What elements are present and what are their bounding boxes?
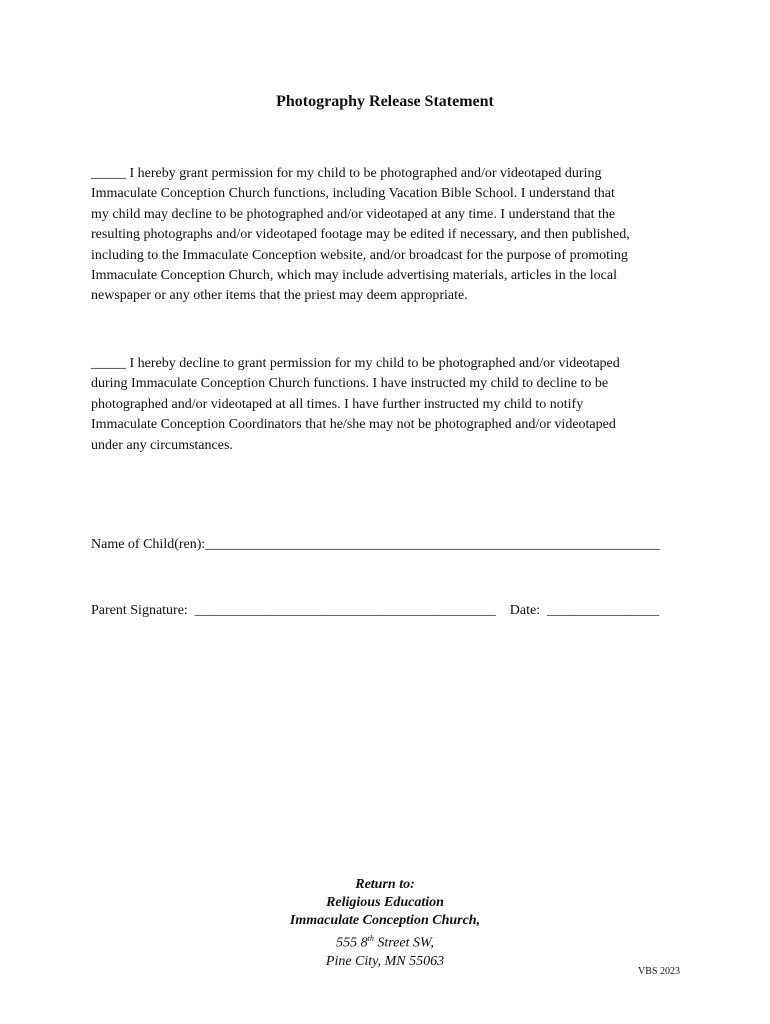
street-number: 555 8 <box>336 935 368 951</box>
return-city: Pine City, MN 55063 <box>325 953 445 969</box>
decline-line: under any circumstances. <box>91 437 233 453</box>
parent-signature-label: Parent Signature: ___________________________________________ Date: ________________ <box>91 603 660 618</box>
decline-line: _____ I hereby decline to grant permission for my child to be photographed and/or videotaped <box>91 356 620 371</box>
return-heading: Return to: <box>355 877 415 892</box>
street-rest: Street SW, <box>373 935 434 951</box>
child-name-field <box>91 537 660 553</box>
footer-code: VBS 2023 <box>638 966 680 977</box>
child-name-label: Name of Child(ren):_________________________________________________________________ <box>91 537 661 552</box>
return-street <box>0 930 770 953</box>
grant-line: _____ I hereby grant permission for my child to be photographed and/or videotaped during <box>91 166 602 181</box>
return-department: Religious Education <box>326 895 444 910</box>
grant-line: Immaculate Conception Church, which may include advertising materials, articles in the local <box>91 268 617 284</box>
grant-permission-paragraph <box>91 164 681 307</box>
street-suffix: th <box>367 934 374 943</box>
return-address-block <box>0 876 770 971</box>
decline-line: Immaculate Conception Coordinators that he/she may not be photographed and/or videotaped <box>91 417 616 433</box>
decline-line: photographed and/or videotaped at all times. I have further instructed my child to notify <box>91 396 584 412</box>
decline-permission-paragraph <box>91 354 681 456</box>
parent-signature-row <box>91 603 659 619</box>
document-title: Photography Release Statement <box>276 93 494 110</box>
grant-line: resulting photographs and/or videotaped footage may be edited if necessary, and then published, <box>91 227 630 243</box>
grant-line: Immaculate Conception Church functions, including Vacation Bible School. I understand that <box>91 186 615 202</box>
grant-line: newspaper or any other items that the priest may deem appropriate. <box>91 288 468 304</box>
return-church: Immaculate Conception Church, <box>289 913 481 928</box>
grant-line: my child may decline to be photographed and/or videotaped at any time. I understand that the <box>91 206 616 222</box>
decline-line: during Immaculate Conception Church functions. I have instructed my child to decline to be <box>91 376 609 392</box>
grant-line: including to the Immaculate Conception website, and/or broadcast for the purpose of promoting <box>91 247 628 263</box>
